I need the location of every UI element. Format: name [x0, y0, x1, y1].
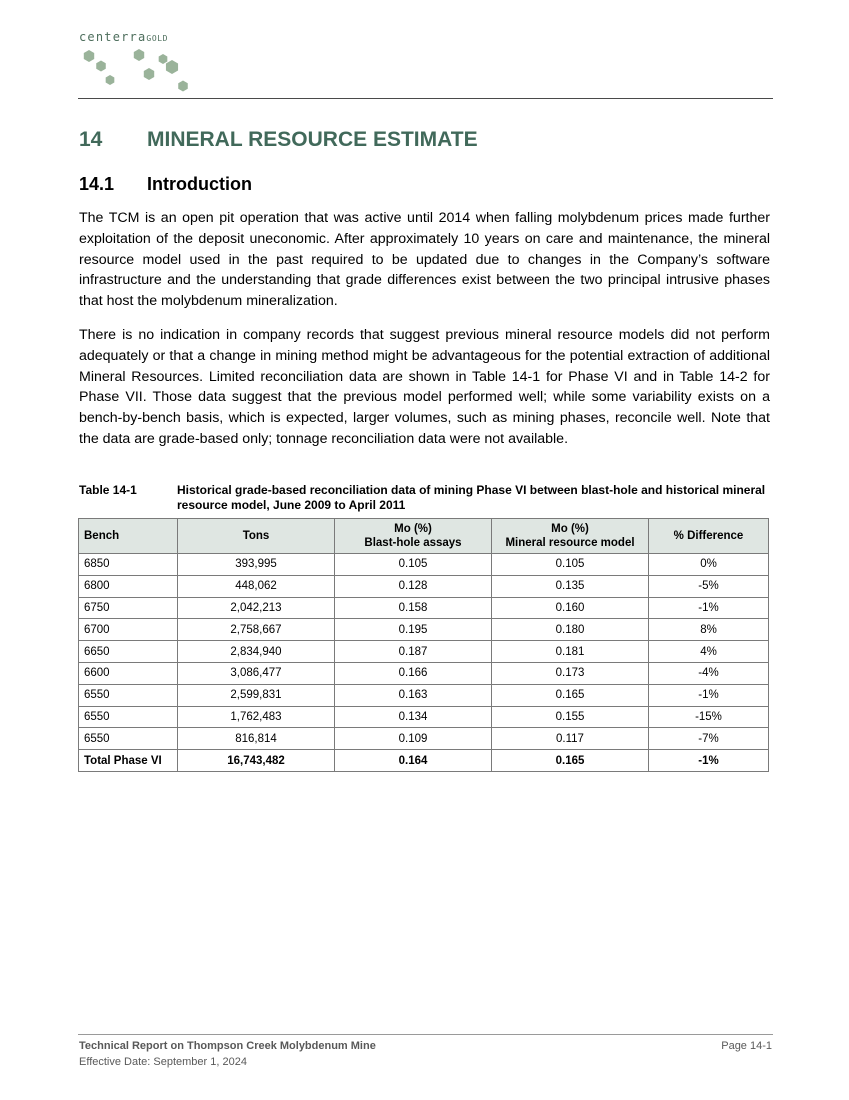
footer-divider: [78, 1034, 773, 1035]
cell-blast: 0.158: [335, 597, 492, 619]
cell-diff: -15%: [649, 706, 769, 728]
header-mo-blast-line1: Mo (%): [394, 523, 432, 535]
cell-diff: -4%: [649, 662, 769, 684]
table-row: [79, 662, 769, 684]
cell-blast: 0.163: [335, 684, 492, 706]
cell-model: 0.105: [492, 554, 649, 576]
header-divider: [78, 98, 773, 99]
table-row: [79, 706, 769, 728]
table-total-row: [79, 750, 769, 772]
logo-hexagon-1: [84, 50, 94, 62]
table-caption-text: Historical grade-based reconciliation data of mining Phase VI between blast-hole and historical mineral resource model, June 2009 to April 2011: [177, 483, 766, 512]
cell-model: 0.165: [492, 684, 649, 706]
cell-tons: 816,814: [178, 728, 335, 750]
table-row: [79, 728, 769, 750]
cell-diff: 0%: [649, 554, 769, 576]
logo-wordmark: [79, 30, 168, 44]
header-mo-model: [492, 519, 649, 554]
total-tons: 16,743,482: [178, 750, 335, 772]
cell-model: 0.155: [492, 706, 649, 728]
cell-bench: 6550: [79, 684, 178, 706]
cell-bench: 6550: [79, 706, 178, 728]
cell-blast: 0.134: [335, 706, 492, 728]
cell-tons: 2,042,213: [178, 597, 335, 619]
total-model: 0.165: [492, 750, 649, 772]
cell-diff: -7%: [649, 728, 769, 750]
cell-tons: 3,086,477: [178, 662, 335, 684]
cell-model: 0.180: [492, 619, 649, 641]
cell-bench: 6850: [79, 554, 178, 576]
table-row: [79, 684, 769, 706]
cell-tons: 2,599,831: [178, 684, 335, 706]
cell-model: 0.160: [492, 597, 649, 619]
header-tons: Tons: [178, 519, 335, 554]
cell-blast: 0.109: [335, 728, 492, 750]
table-row: [79, 575, 769, 597]
cell-tons: 448,062: [178, 575, 335, 597]
cell-model: 0.181: [492, 641, 649, 663]
cell-diff: 4%: [649, 641, 769, 663]
footer-report-title: Technical Report on Thompson Creek Molybdenum Mine: [79, 1040, 376, 1052]
cell-diff: -1%: [649, 597, 769, 619]
cell-tons: 2,834,940: [178, 641, 335, 663]
cell-diff: 8%: [649, 619, 769, 641]
cell-bench: 6650: [79, 641, 178, 663]
logo-hexagon-3: [106, 75, 115, 85]
cell-model: 0.135: [492, 575, 649, 597]
cell-diff: -5%: [649, 575, 769, 597]
table-row: [79, 641, 769, 663]
cell-bench: 6800: [79, 575, 178, 597]
cell-bench: 6600: [79, 662, 178, 684]
subsection-title: Introduction: [147, 174, 252, 194]
logo-hexagon-6: [159, 54, 168, 64]
cell-blast: 0.166: [335, 662, 492, 684]
company-logo: [79, 30, 209, 94]
cell-tons: 1,762,483: [178, 706, 335, 728]
header-difference: % Difference: [649, 519, 769, 554]
section-heading: [79, 128, 478, 152]
cell-blast: 0.195: [335, 619, 492, 641]
header-bench: Bench: [79, 519, 178, 554]
cell-model: 0.173: [492, 662, 649, 684]
table-header-row: [79, 519, 769, 554]
cell-bench: 6700: [79, 619, 178, 641]
table-row: [79, 619, 769, 641]
cell-blast: 0.128: [335, 575, 492, 597]
logo-text-gold: GOLD: [146, 34, 169, 43]
header-mo-blast: [335, 519, 492, 554]
table-row: [79, 597, 769, 619]
table-row: [79, 554, 769, 576]
logo-hexagon-7: [166, 60, 178, 74]
cell-tons: 2,758,667: [178, 619, 335, 641]
table-caption-number: Table 14-1: [79, 483, 137, 497]
logo-hexagons-icon: [79, 44, 199, 96]
cell-bench: 6550: [79, 728, 178, 750]
logo-hexagon-5: [144, 68, 154, 80]
table-caption: [79, 483, 769, 512]
header-mo-blast-line2: Blast-hole assays: [364, 537, 462, 549]
total-diff: -1%: [649, 750, 769, 772]
total-bench: Total Phase VI: [79, 750, 178, 772]
paragraph-intro: The TCM is an open pit operation that was active until 2014 when falling molybdenum prices made further exploitation of the deposit uneconomic. After approximately 10 years on care and maintenance, the mineral resource model used in the past required to be updated due to changes in the Company’s software infrastructure and the understanding that grade differences exist between the two principal intrusive phases that host the molybdenum mineralization.: [79, 210, 770, 310]
cell-blast: 0.105: [335, 554, 492, 576]
cell-blast: 0.187: [335, 641, 492, 663]
footer-page-number: Page 14-1: [721, 1040, 772, 1052]
cell-diff: -1%: [649, 684, 769, 706]
logo-hexagon-8: [178, 81, 188, 92]
cell-tons: 393,995: [178, 554, 335, 576]
reconciliation-table: [78, 518, 769, 772]
cell-model: 0.117: [492, 728, 649, 750]
header-mo-model-line2: Mineral resource model: [505, 537, 635, 549]
footer-effective-date: Effective Date: September 1, 2024: [79, 1056, 247, 1068]
paragraph-reconciliation: There is no indication in company records that suggest previous mineral resource models did not perform adequately or that a change in mining method might be advantageous for the potential extraction of additional Mineral Resources. Limited reconciliation data are shown in Table 14-1 for Phase VI and in Table 14-2 for Phase VII. Those data suggest that the previous model performed well; while some variability exists on a bench-by-bench basis, which is expected, larger volumes, such as mining phases, reconcile well. Note that the data are grade-based only; tonnage reconciliation data were not available.: [79, 327, 770, 447]
logo-hexagon-2: [96, 61, 106, 72]
logo-text-centerra: centerra: [79, 30, 147, 44]
logo-hexagon-4: [134, 49, 144, 61]
cell-bench: 6750: [79, 597, 178, 619]
total-blast: 0.164: [335, 750, 492, 772]
header-mo-model-line1: Mo (%): [551, 523, 589, 535]
subsection-number: 14.1: [79, 174, 115, 194]
section-number: 14: [79, 128, 103, 151]
subsection-heading: [79, 174, 252, 195]
section-title: MINERAL RESOURCE ESTIMATE: [147, 128, 478, 151]
